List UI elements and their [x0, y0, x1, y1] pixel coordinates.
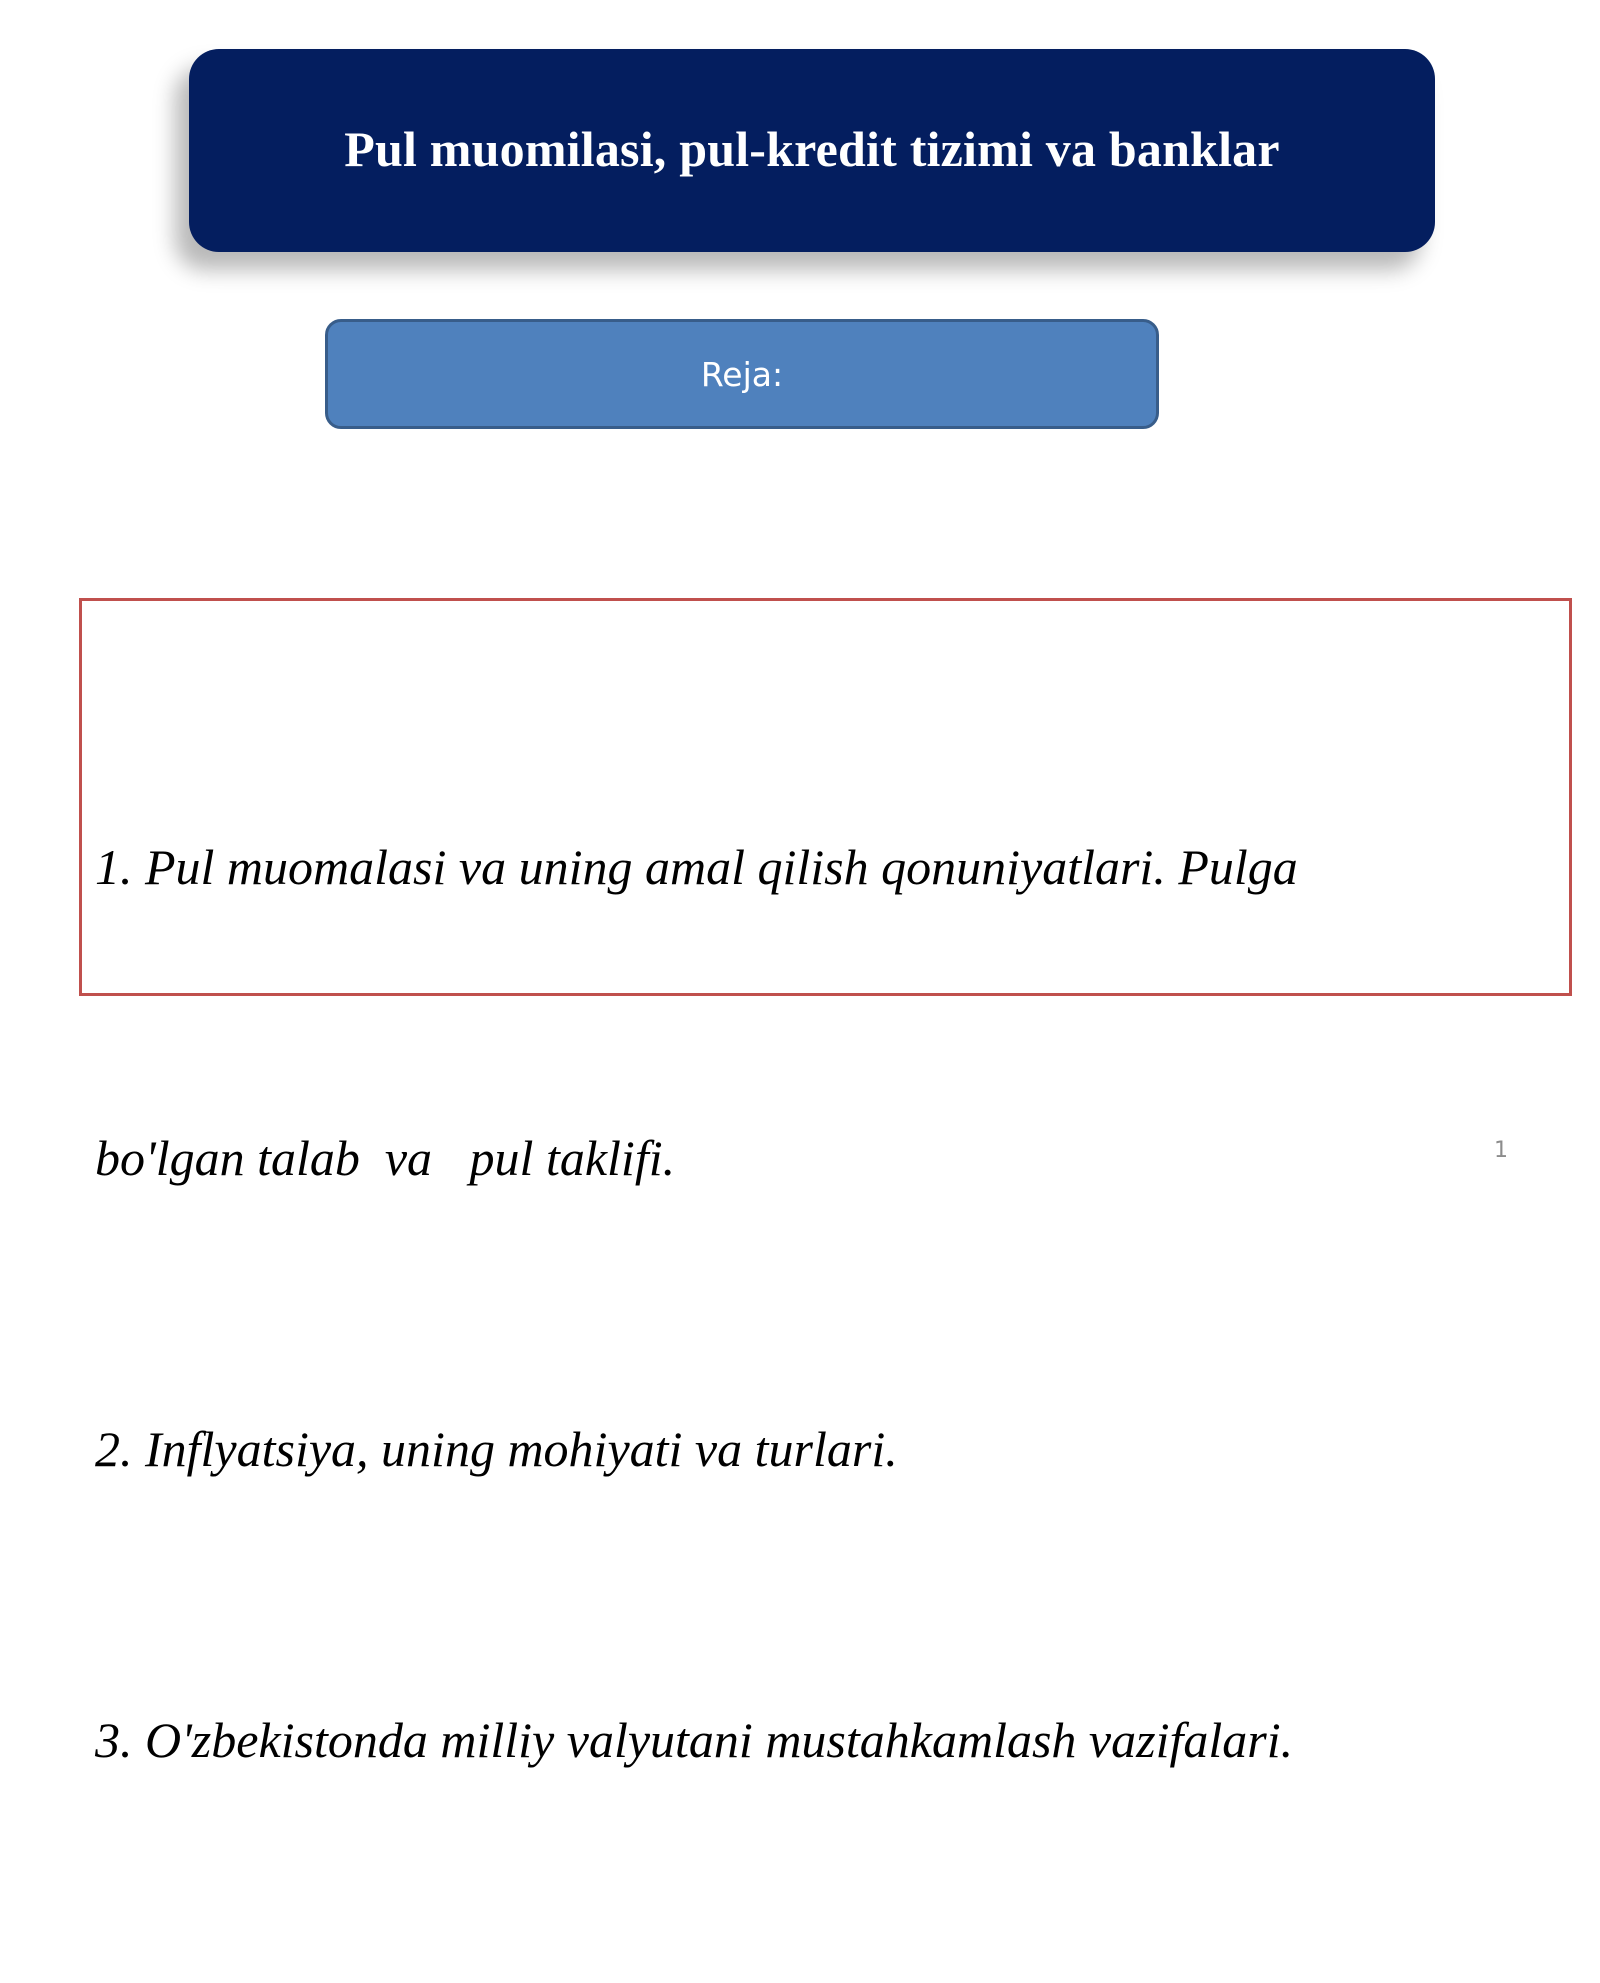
- plan-heading: Reja:: [700, 354, 784, 394]
- plan-list: [95, 625, 1565, 1983]
- page-number: 1: [1494, 1138, 1508, 1163]
- plan-item-1-line-1: 1. Pul muomalasi va uning amal qilish qonuniyatlari. Pulga: [95, 839, 1298, 895]
- plan-heading-box: [325, 319, 1159, 429]
- plan-item-1-line-2: bo'lgan talab va pul taklifi.: [95, 1130, 676, 1186]
- slide-title: Pul muomilasi, pul-kredit tizimi va banklar: [344, 120, 1280, 177]
- plan-item-3: 3. O'zbekistonda milliy valyutani mustahkamlash vazifalari.: [95, 1712, 1294, 1768]
- plan-item-2: 2. Inflyatsiya, uning mohiyati va turlari.: [95, 1421, 898, 1477]
- title-box: [189, 49, 1435, 252]
